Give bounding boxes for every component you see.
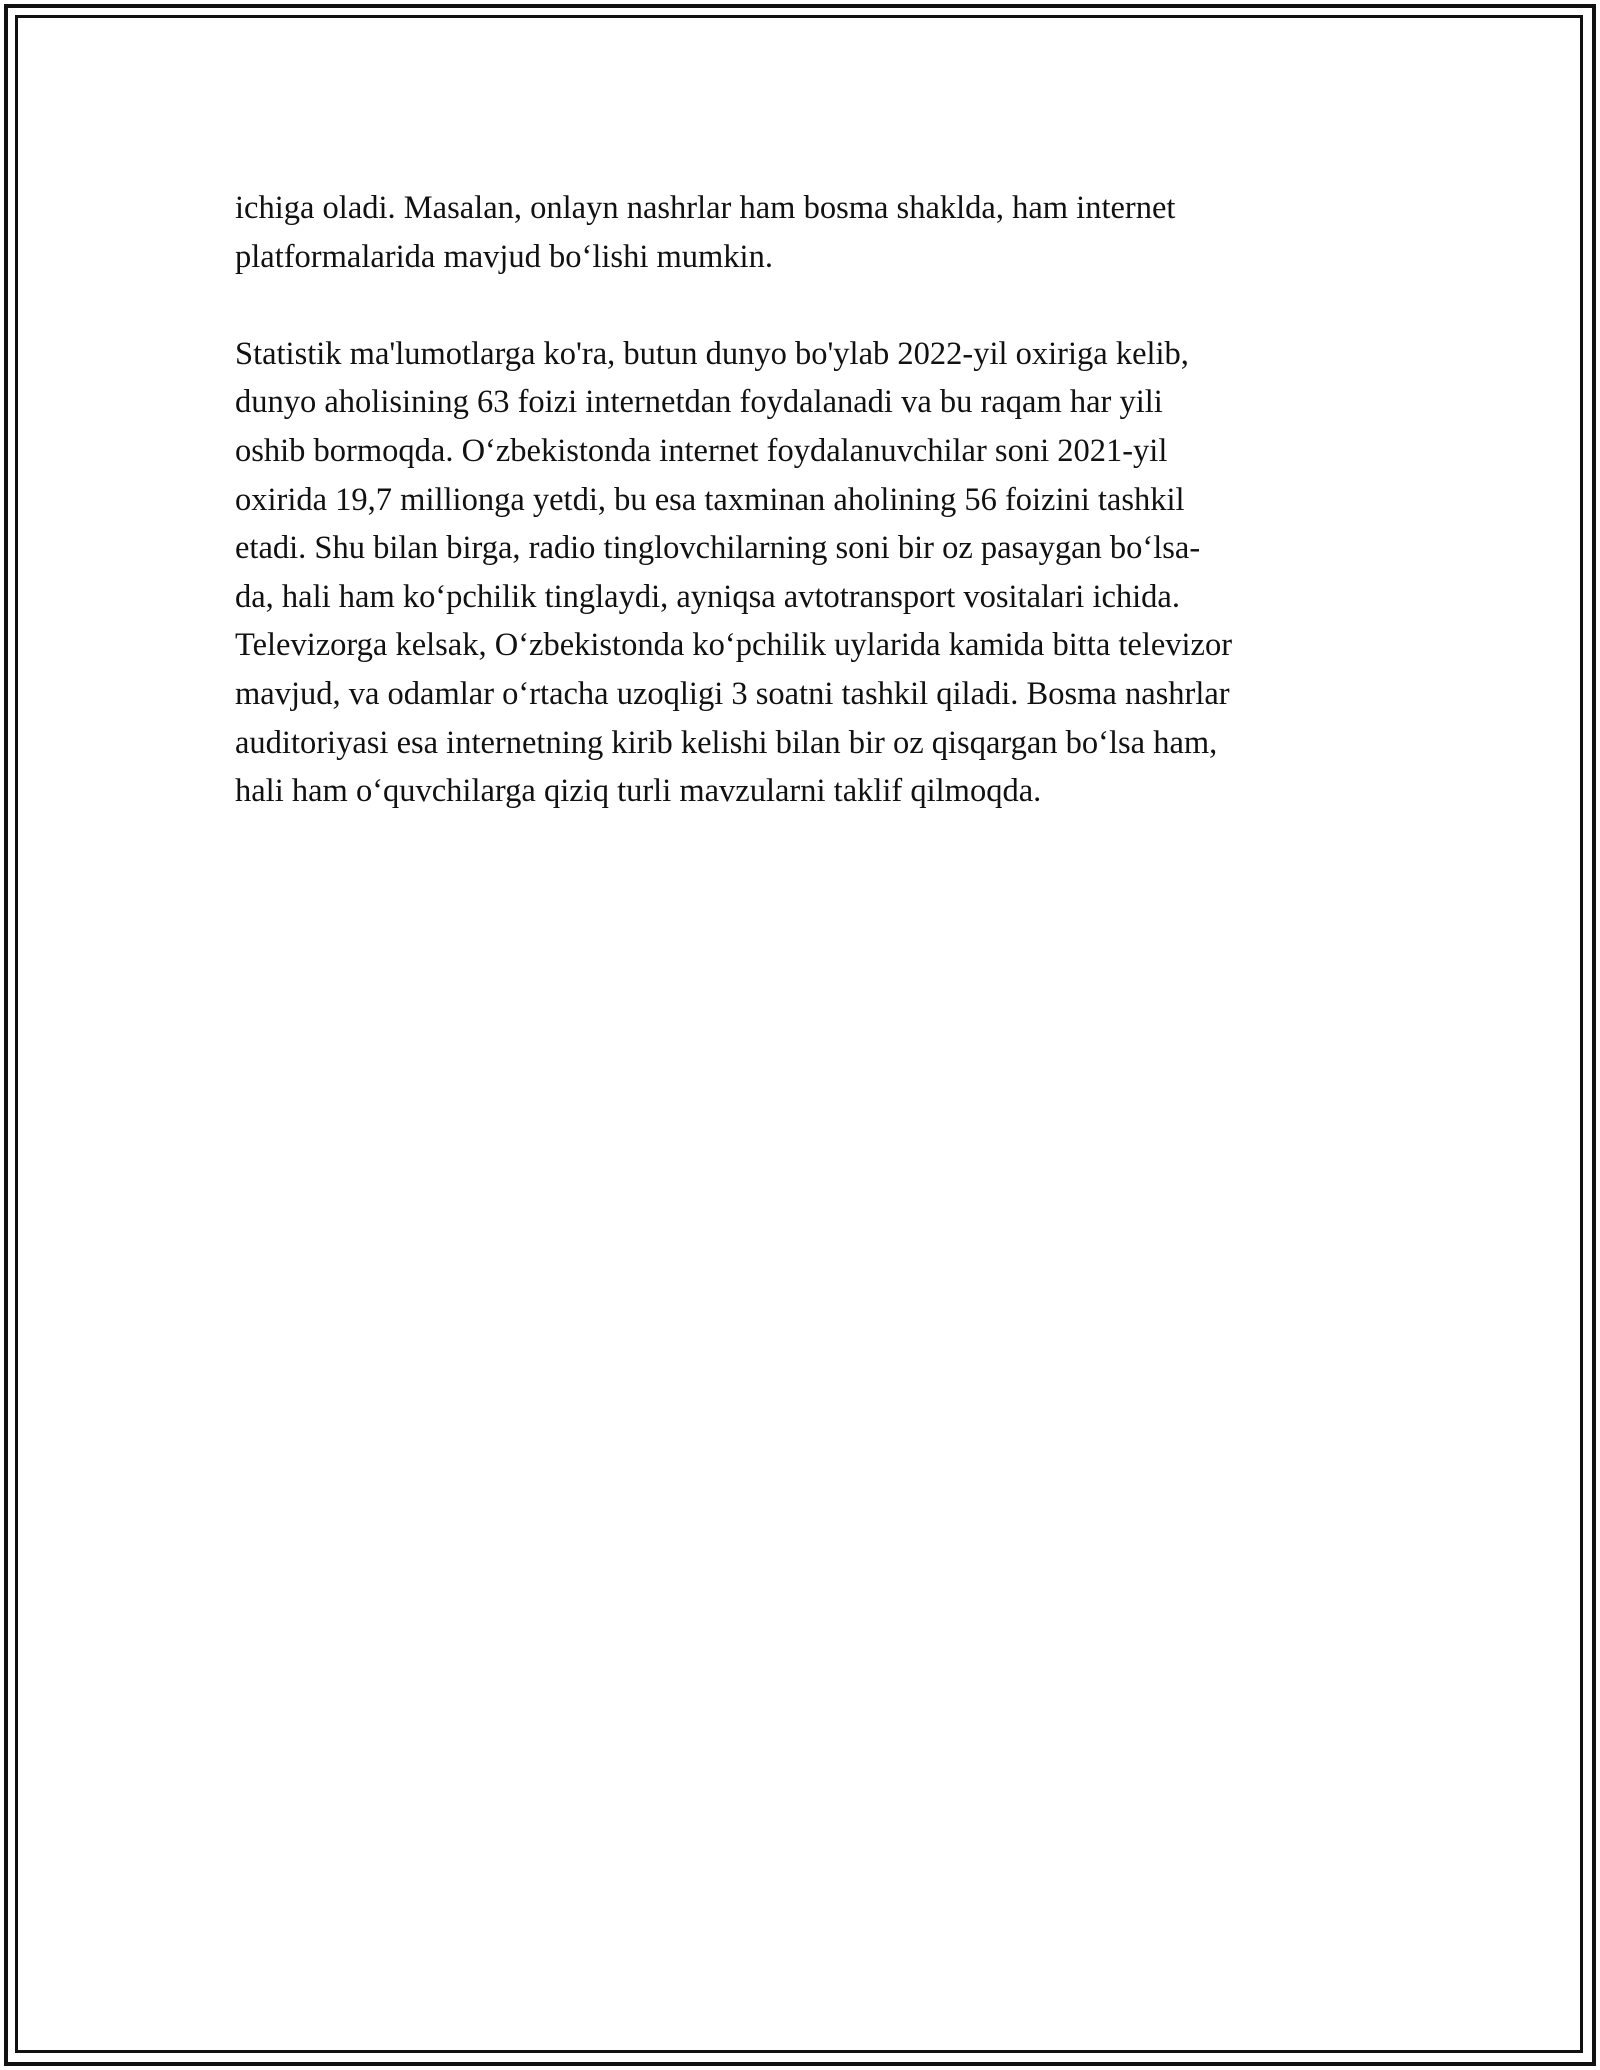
paragraph-line: oxirida 19,7 millionga yetdi, bu esa taxminan aholining 56 foizini tashkil xyxy=(235,481,1185,518)
paragraph-line: da, hali ham koʻpchilik tinglaydi, ayniqsa avtotransport vositalari ichida. xyxy=(235,578,1180,615)
paragraph-1 xyxy=(235,184,1375,281)
paragraph-line: mavjud, va odamlar oʻrtacha uzoqligi 3 soatni tashkil qiladi. Bosma nashrlar xyxy=(235,675,1230,712)
paragraph-line: platformalarida mavjud boʻlishi mumkin. xyxy=(235,238,773,275)
paragraph-line: etadi. Shu bilan birga, radio tinglovchilarning soni bir oz pasaygan boʻlsa- xyxy=(235,530,1201,567)
paragraph-line: Statistik ma'lumotlarga ko'ra, butun dunyo bo'ylab 2022-yil oxiriga kelib, xyxy=(235,335,1189,372)
paragraph-2 xyxy=(235,330,1375,816)
paragraph-line: ichiga oladi. Masalan, onlayn nashrlar ham bosma shaklda, ham internet xyxy=(235,190,1176,226)
paragraph-line: hali ham oʻquvchilarga qiziq turli mavzularni taklif qilmoqda. xyxy=(235,773,1042,810)
document-body xyxy=(235,184,1375,816)
paragraph-line: Televizorga kelsak, Oʻzbekistonda koʻpchilik uylarida kamida bitta televizor xyxy=(235,627,1233,664)
paragraph-line: dunyo aholisining 63 foizi internetdan foydalanadi va bu raqam har yili xyxy=(235,384,1163,421)
paragraph-line: oshib bormoqda. Oʻzbekistonda internet foydalanuvchilar soni 2021-yil xyxy=(235,432,1168,469)
paragraph-line: auditoriyasi esa internetning kirib kelishi bilan bir oz qisqargan boʻlsa ham, xyxy=(235,724,1218,761)
